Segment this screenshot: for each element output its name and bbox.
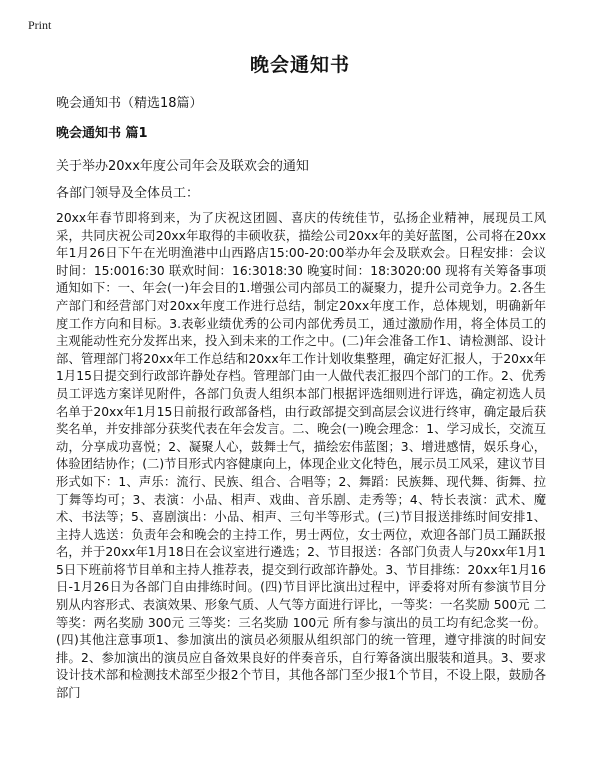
print-label: Print: [28, 18, 52, 32]
notice-subject-line: 关于举办20xx年度公司年会及联欢会的通知: [56, 159, 309, 174]
document-subtitle: 晚会通知书（精选18篇）: [56, 96, 203, 111]
document-title: 晚会通知书: [249, 54, 350, 76]
notice-body-paragraph: 20xx年春节即将到来，为了庆祝这团圆、喜庆的传统佳节，弘扬企业精神，展现员工风采，共同庆祝公司20xx年取得的丰硕收获，描绘公司20xx年的美好蓝图，公司将在20xx年1月26日下午在光明渔港中山西路店15:00-20:00举办年会及联欢会。日程安排：会议时间：15:0016:30 联欢时间：16:3018:30 晚宴时间：18:3020:00 现将有关筹备事项通知如下：一、年会(一)年会目的1.增强公司内部员工的凝聚力，提升公司竞争力。2.各生产部门和经营部门对20xx年度工作进行总结，制定20xx年度工作，总体规划，明确新年度工作方向和目标。3.表彰业绩优秀的公司内部优秀员工，通过激励作用，将全体员工的主观能动性充分发挥出来，投入到未来的工作之中。(二)年会准备工作1、请检测部、设计部、管理部门将20xx年工作总结和20xx年工作计划收集整理，确定好汇报人，于20xx年1月15日提交到行政部许静处存档。管理部门由一人做代表汇报四个部门的工作。2、优秀员工评选方案详见附件，各部门负责人组织本部门根据评选细则进行评选，确定初选人员名单于20xx年1月15日前报行政部备档，由行政部提交到高层会议进行终审，确定最后获奖名单，并安排部分获奖代表在年会发言。二、晚会(一)晚会理念：1、学习成长，交流互动，分享成功喜悦；2、凝聚人心，鼓舞士气，描绘宏伟蓝图；3、增进感情，娱乐身心，体验团结协作；(二)节目形式内容健康向上，体现企业文化特色，展示员工风采，建议节目形式如下：1、声乐：流行、民族、组合、合唱等；2、舞蹈：民族舞、现代舞、街舞、拉丁舞等均可；3、表演：小品、相声、戏曲、音乐剧、走秀等；4、特长表演：武术、魔术、书法等；5、喜剧演出：小品、相声、三句半等形式。(三)节目报送排练时间安排1、主持人选送：负责年会和晚会的主持工作，男士两位，女士两位，欢迎各部门员工踊跃报名，并于20xx年1月18日在会议室进行遴选；2、节目报送：各部门负责人与20xx年1月15日下班前将节目单和主持人推荐表，提交到行政部许静处。3、节目排练：20xx年1月16日-1月26日为各部门自由排练时间。(四)节目评比演出过程中，评委将对所有参演节目分别从内容形式、表演效果、形象气质、人气等方面进行评比，一等奖：一名奖励 500元 二等奖：两名奖励 300元 三等奖：三名奖励 100元 所有参与演出的员工均有纪念奖一份。(四)其他注意事项1、参加演出的演员必须服从组织部门的统一管理，遵守排演的时间安排。2、参加演出的演员应自备效果良好的伴奏音乐，自行筹备演出服装和道具。3、要求设计技术部和检测技术部至少报2个节目，其他各部门至少报1个节目，不设上限，鼓励各部门: [56, 211, 546, 701]
greeting-line: 各部门领导及全体员工：: [56, 186, 200, 201]
section-heading: 晚会通知书 篇1: [56, 126, 148, 141]
